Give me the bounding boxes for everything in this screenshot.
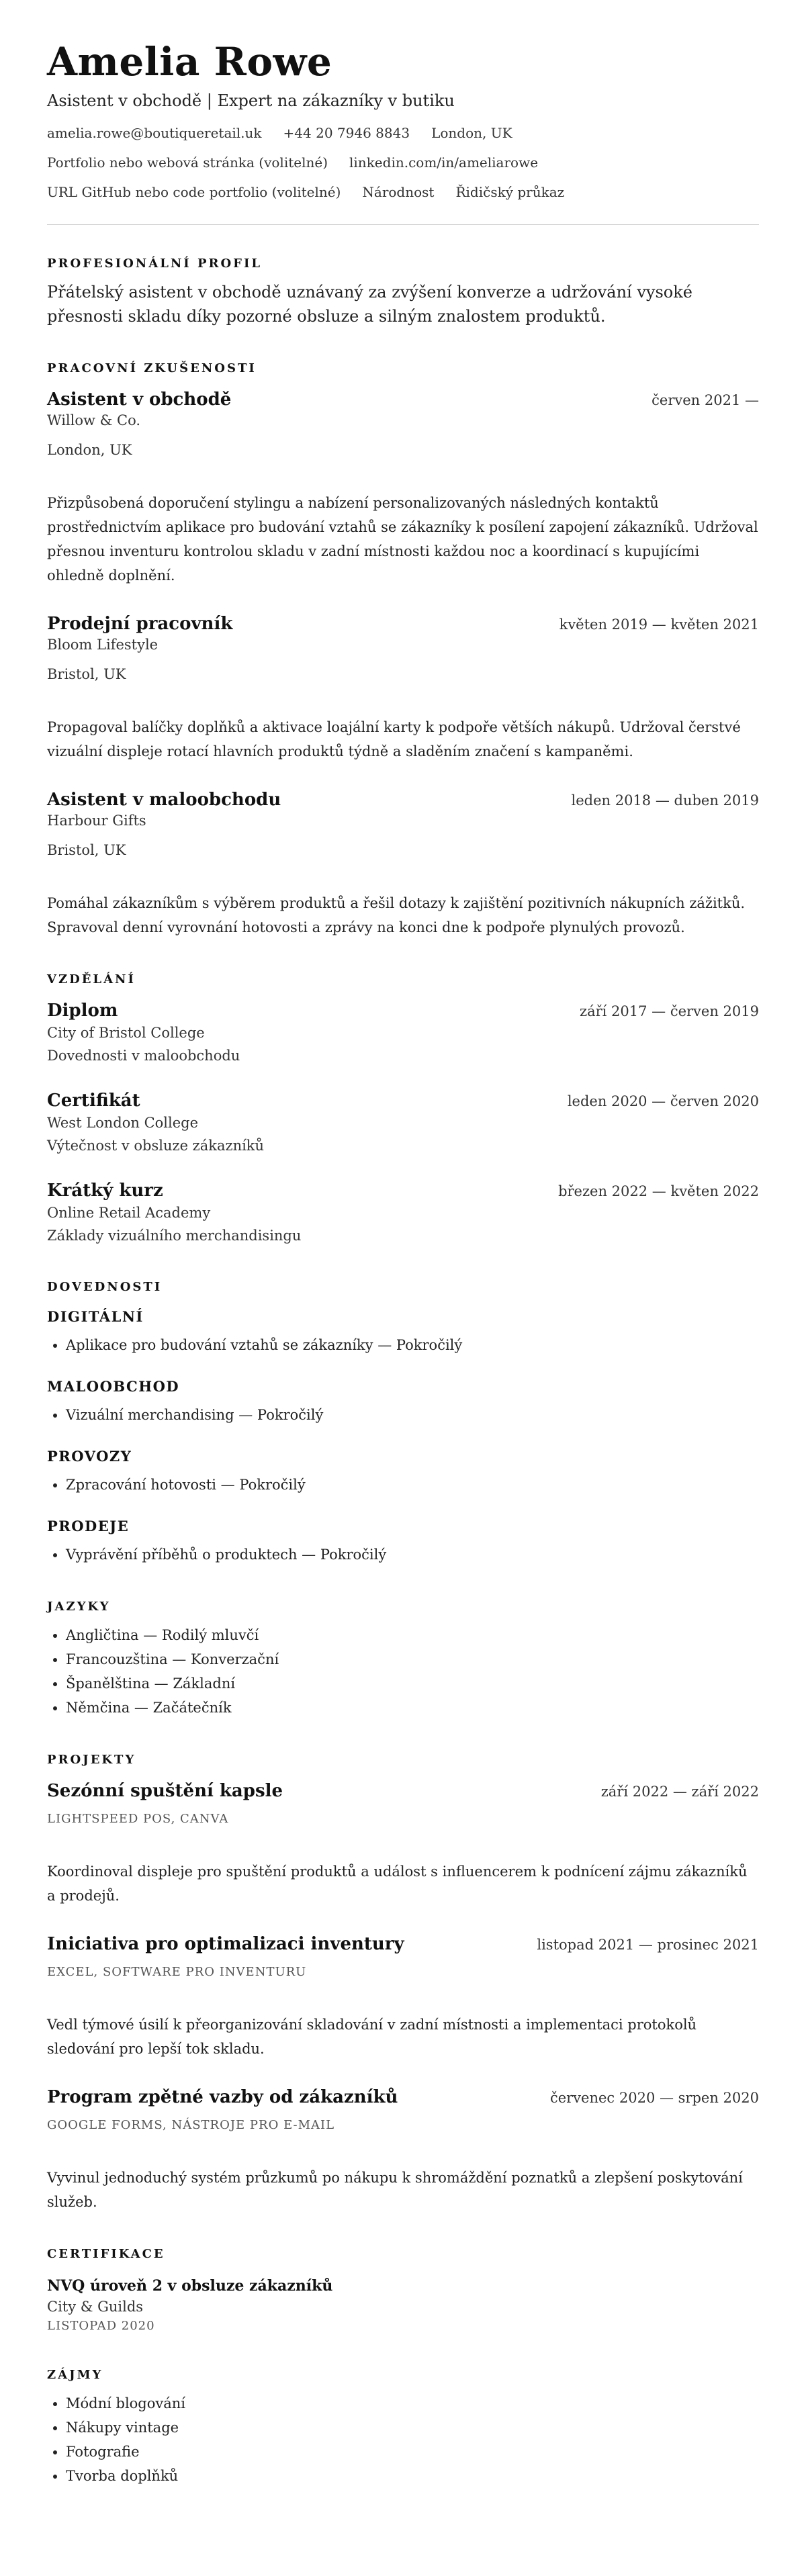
project-description: Vyvinul jednoduchý systém průzkumů po nákupu k shromáždění poznatků a zlepšení poskytování služeb. [47,2170,743,2210]
contact-row [47,124,759,142]
location: London, UK [431,125,512,141]
education-entry [47,1090,759,1157]
project-entry [47,1780,759,1908]
nationality: Národnost [362,184,435,200]
education-dates: leden 2020 — červen 2020 [567,1093,759,1109]
education-dates: září 2017 — červen 2019 [580,1003,759,1019]
profile-section [47,256,759,328]
skill-item: • Aplikace pro budování vztahů se zákazníky — Pokročilý [66,1333,759,1357]
company-name: Willow & Co. [47,412,141,428]
language-item: • Němčina — Začátečník [66,1696,759,1720]
language-item: • Angličtina — Rodilý mluvčí [66,1623,759,1647]
section-title: ZÁJMY [47,2368,103,2382]
project-tech: LIGHTSPEED POS, CANVA [47,1812,229,1826]
project-dates: červenec 2020 — srpen 2020 [549,2090,759,2106]
skill-list [47,1333,759,1357]
field-of-study: Základy vizuálního merchandisingu [47,1228,302,1244]
education-entry [47,1180,759,1247]
skills-section [47,1279,759,1567]
job-title: Asistent v maloobchodu [47,790,281,810]
projects-section [47,1752,759,2214]
extra-info-row [47,183,759,201]
skill-category: MALOOBCHOD [47,1378,180,1395]
field-of-study: Výtečnost v obsluze zákazníků [47,1138,265,1154]
degree-title: Krátký kurz [47,1181,163,1201]
resume-header [47,40,759,201]
company-name: Harbour Gifts [47,813,146,829]
job-dates: květen 2019 — květen 2021 [559,616,759,633]
skill-category: DIGITÁLNÍ [47,1308,144,1325]
skill-item: • Vizuální merchandising — Pokročilý [66,1403,759,1427]
job-title: Asistent v obchodě [47,389,232,410]
language-list [47,1623,759,1720]
certification-name: NVQ úroveň 2 v obsluze zákazníků [47,2277,333,2295]
job-dates: červen 2021 — [652,392,759,408]
experience-section [47,361,759,939]
company-name: Bloom Lifestyle [47,637,159,653]
school-name: West London College [47,1115,199,1131]
linkedin-link[interactable]: linkedin.com/in/ameliarowe [349,154,539,171]
phone-number[interactable]: +44 20 7946 8843 [283,125,410,141]
school-name: Online Retail Academy [47,1205,211,1221]
header-divider [47,224,759,225]
languages-section [47,1599,759,1720]
section-title: DOVEDNOSTI [47,1280,163,1294]
degree-title: Certifikát [47,1091,140,1111]
email-link[interactable]: amelia.rowe@boutiqueretail.uk [47,125,262,141]
project-description: Vedl týmové úsilí k přeorganizování skladování v zadní místnosti a implementaci protokolů sledování pro lepší tok skladu. [47,2017,697,2057]
job-description: Propagoval balíčky doplňků a aktivace loajální karty k podpoře větších nákupů. Udržoval čerstvé vizuální displeje rotací hlavních produktů týdně a sladěním značení s kampaněmi. [47,719,741,760]
certification-issuer: City & Guilds [47,2299,144,2315]
skill-group [47,1307,759,1357]
project-dates: listopad 2021 — prosinec 2021 [537,1937,759,1953]
interests-section [47,2367,759,2488]
section-title: PROJEKTY [47,1753,136,1767]
job-location: Bristol, UK [47,666,126,682]
project-entry [47,1933,759,2061]
certification-date: LISTOPAD 2020 [47,2319,155,2333]
skill-category: PROVOZY [47,1448,132,1465]
project-description: Koordinoval displeje pro spuštění produktů a událost s influencerem k podnícení zájmu zákazníků a prodejů. [47,1864,748,1904]
certifications-section [47,2246,759,2335]
interest-item: • Módní blogování [66,2391,759,2416]
job-title: Prodejní pracovník [47,614,233,634]
github-link[interactable]: URL GitHub nebo code portfolio (volitelné) [47,184,341,200]
education-section [47,972,759,1247]
job-dates: leden 2018 — duben 2019 [571,792,759,809]
skill-list [47,1473,759,1497]
language-item: • Francouzština — Konverzační [66,1647,759,1671]
interest-item: • Tvorba doplňků [66,2464,759,2488]
degree-title: Diplom [47,1001,118,1021]
experience-entry [47,389,759,588]
education-dates: březen 2022 — květen 2022 [558,1183,759,1199]
profile-summary: Přátelský asistent v obchodě uznávaný za zvýšení konverze a udržování vysoké přesnosti skladu díky pozorné obsluze a silným znalostem produktů. [47,283,692,326]
experience-entry [47,613,759,764]
links-row [47,153,759,172]
project-tech: GOOGLE FORMS, NÁSTROJE PRO E-MAIL [47,2118,335,2132]
skill-list [47,1403,759,1427]
education-entry [47,1000,759,1067]
skill-list [47,1543,759,1567]
school-name: City of Bristol College [47,1025,205,1041]
field-of-study: Dovednosti v maloobchodu [47,1048,240,1064]
skill-category: PRODEJE [47,1518,130,1534]
portfolio-link[interactable]: Portfolio nebo webová stránka (volitelné) [47,154,328,171]
section-title: JAZYKY [47,1600,111,1614]
skill-group [47,1447,759,1497]
project-name: Program zpětné vazby od zákazníků [47,2087,398,2107]
section-title: CERTIFIKACE [47,2247,165,2261]
job-location: Bristol, UK [47,842,126,858]
job-description: Pomáhal zákazníkům s výběrem produktů a řešil dotazy k zajištění pozitivních nákupních zážitků. Spravoval denní vyrovnání hotovosti a zprávy na konci dne k podpoře plynulých provozů. [47,895,746,935]
job-description: Přizpůsobená doporučení stylingu a nabízení personalizovaných následných kontaktů prostřednictvím aplikace pro budování vztahů se zákazníky k posílení zapojení zákazníků. Udržoval přesnou inventuru kontrolou skladu v zadní místnosti každou noc a koordinací s kupujícími ohledně doplnění. [47,495,758,584]
project-name: Sezónní spuštění kapsle [47,1781,283,1801]
project-name: Iniciativa pro optimalizaci inventury [47,1934,404,1954]
interest-list [47,2391,759,2488]
candidate-name: Amelia Rowe [47,39,332,85]
interest-item: • Fotografie [66,2440,759,2464]
skill-group [47,1517,759,1567]
section-title: VZDĚLÁNÍ [47,972,136,986]
section-title: PRACOVNÍ ZKUŠENOSTI [47,361,257,375]
candidate-headline: Asistent v obchodě | Expert na zákazníky v butiku [47,91,455,110]
skill-item: • Zpracování hotovosti — Pokročilý [66,1473,759,1497]
project-dates: září 2022 — září 2022 [600,1784,759,1800]
project-entry [47,2086,759,2214]
experience-entry [47,789,759,939]
language-item: • Španělština — Základní [66,1671,759,1696]
job-location: London, UK [47,442,132,458]
project-tech: EXCEL, SOFTWARE PRO INVENTURU [47,1965,307,1979]
section-title: PROFESIONÁLNÍ PROFIL [47,257,263,271]
skill-item: • Vyprávění příběhů o produktech — Pokročilý [66,1543,759,1567]
certification-entry [47,2276,759,2335]
interest-item: • Nákupy vintage [66,2416,759,2440]
driving-license: Řidičský průkaz [455,184,565,200]
skill-group [47,1377,759,1427]
